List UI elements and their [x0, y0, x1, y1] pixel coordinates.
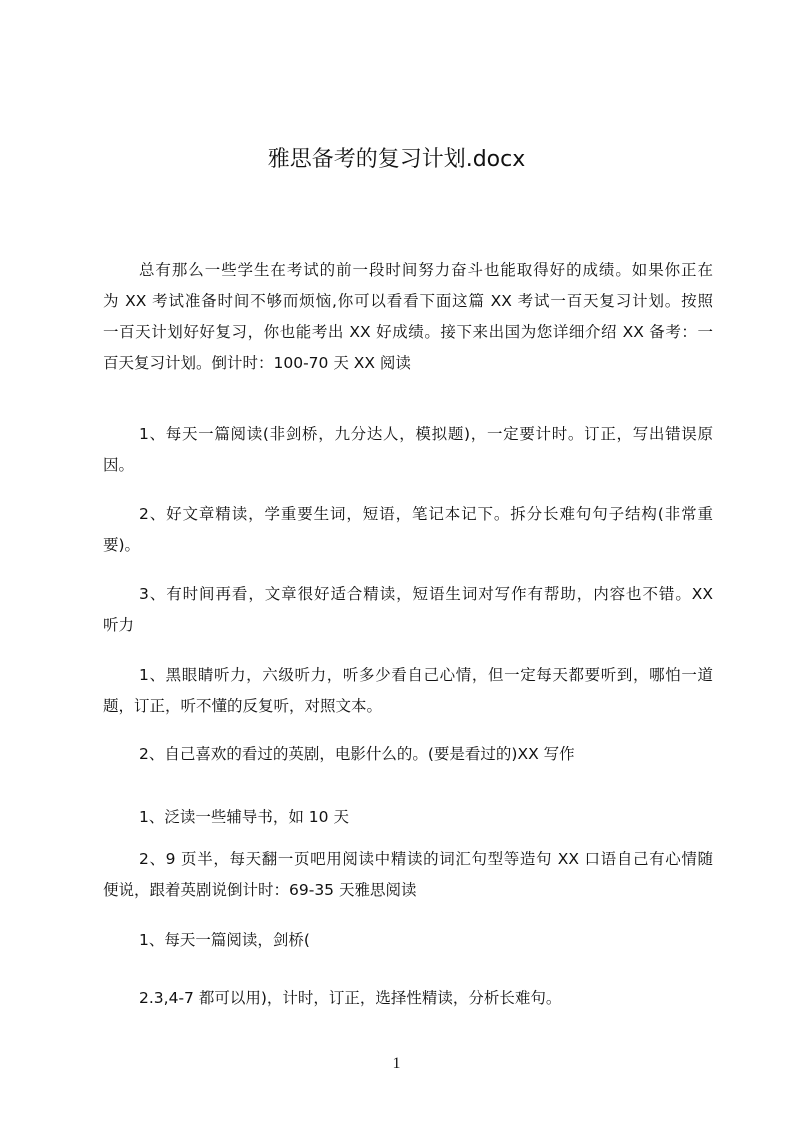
paragraph-line: 1、泛读一些辅导书，如 10 天 — [139, 808, 349, 826]
paragraph-line: 1、黑眼睛听力，六级听力，听多少看自己心情，但一定每天都要听到，哪怕一道 — [139, 666, 713, 684]
paragraph-line: 听力 — [103, 616, 135, 634]
document-title: 雅思备考的复习计划.docx — [267, 147, 526, 172]
paragraph-line: 一百天计划好好复习，你也能考出 XX 好成绩。接下来出国为您详细介绍 XX 备考：一 — [103, 323, 713, 341]
paragraph-line: 2.3,4-7 都可以用)，计时，订正，选择性精读，分析长难句。 — [139, 989, 562, 1007]
paragraph-line: 1、每天一篇阅读(非剑桥，九分达人，模拟题)，一定要计时。订正，写出错误原 — [139, 425, 713, 443]
paragraph-line: 要)。 — [103, 536, 141, 554]
paragraph-line: 2、好文章精读，学重要生词，短语，笔记本记下。拆分长难句句子结构(非常重 — [139, 505, 713, 523]
paragraph-line: 题，订正，听不懂的反复听，对照文本。 — [103, 697, 383, 715]
paragraph-line: 便说，跟着英剧说倒计时：69-35 天雅思阅读 — [103, 881, 417, 899]
paragraph-line: 1、每天一篇阅读，剑桥( — [139, 931, 310, 949]
paragraph-line: 因。 — [103, 456, 135, 474]
paragraph-line: 为 XX 考试准备时间不够而烦恼,你可以看看下面这篇 XX 考试一百天复习计划。按照 — [103, 292, 713, 310]
paragraph-line: 百天复习计划。倒计时：100-70 天 XX 阅读 — [103, 354, 411, 372]
paragraph-line: 2、9 页半，每天翻一页吧用阅读中精读的词汇句型等造句 XX 口语自己有心情随 — [139, 850, 713, 868]
page-number: 1 — [392, 1055, 401, 1072]
paragraph-line: 2、自己喜欢的看过的英剧，电影什么的。(要是看过的)XX 写作 — [139, 745, 575, 763]
paragraph-line: 总有那么一些学生在考试的前一段时间努力奋斗也能取得好的成绩。如果你正在 — [139, 261, 713, 279]
paragraph-line: 3、有时间再看，文章很好适合精读，短语生词对写作有帮助，内容也不错。XX — [139, 585, 713, 603]
